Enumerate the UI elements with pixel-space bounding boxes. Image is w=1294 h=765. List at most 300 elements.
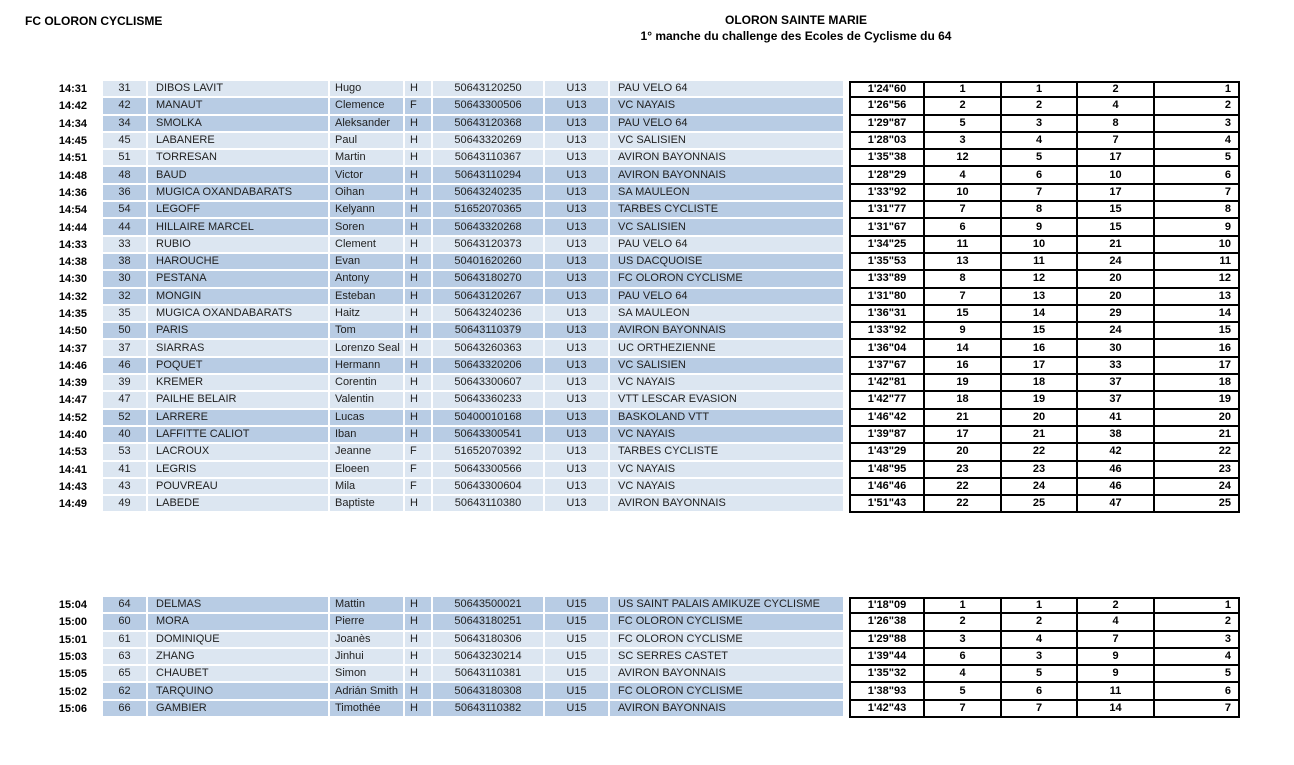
points-col: 17 bbox=[1078, 150, 1155, 167]
club: UC ORTHEZIENNE bbox=[610, 340, 845, 357]
final-rank: 2 bbox=[1155, 614, 1240, 631]
category: U13 bbox=[545, 410, 610, 427]
bib-number: 39 bbox=[103, 375, 148, 392]
rank-col-2: 18 bbox=[1002, 375, 1078, 392]
club: BASKOLAND VTT bbox=[610, 410, 845, 427]
rank-col-1: 18 bbox=[925, 392, 1002, 409]
category: U13 bbox=[545, 116, 610, 133]
last-name: HILLAIRE MARCEL bbox=[148, 219, 330, 236]
gender: H bbox=[405, 116, 433, 133]
club: PAU VELO 64 bbox=[610, 81, 845, 98]
lap-time: 1'42"43 bbox=[849, 701, 925, 718]
points-col: 24 bbox=[1078, 254, 1155, 271]
rank-col-2: 19 bbox=[1002, 392, 1078, 409]
points-col: 2 bbox=[1078, 597, 1155, 614]
last-name: LABANERE bbox=[148, 133, 330, 150]
result-row bbox=[0, 323, 1240, 340]
lap-time: 1'31"77 bbox=[849, 202, 925, 219]
start-time: 14:37 bbox=[58, 342, 87, 355]
license-number: 50643180308 bbox=[433, 683, 545, 700]
gender: H bbox=[405, 237, 433, 254]
last-name: MUGICA OXANDABARATS bbox=[148, 185, 330, 202]
start-time: 14:46 bbox=[58, 359, 87, 372]
final-rank: 3 bbox=[1155, 632, 1240, 649]
last-name: POQUET bbox=[148, 358, 330, 375]
category: U13 bbox=[545, 202, 610, 219]
club: SC SERRES CASTET bbox=[610, 649, 845, 666]
last-name: HAROUCHE bbox=[148, 254, 330, 271]
club: AVIRON BAYONNAIS bbox=[610, 496, 845, 513]
page-header bbox=[600, 12, 992, 45]
start-time: 15:00 bbox=[58, 616, 87, 629]
gender: H bbox=[405, 666, 433, 683]
first-name: Baptiste bbox=[330, 496, 405, 513]
rank-col-1: 13 bbox=[925, 254, 1002, 271]
first-name: Mila bbox=[330, 479, 405, 496]
rank-col-1: 8 bbox=[925, 271, 1002, 288]
rank-col-1: 5 bbox=[925, 116, 1002, 133]
rank-col-1: 11 bbox=[925, 237, 1002, 254]
rank-col-1: 2 bbox=[925, 98, 1002, 115]
final-rank: 14 bbox=[1155, 306, 1240, 323]
bib-number: 33 bbox=[103, 237, 148, 254]
last-name: MONGIN bbox=[148, 289, 330, 306]
start-time: 14:44 bbox=[58, 221, 87, 234]
rank-col-2: 3 bbox=[1002, 649, 1078, 666]
license-number: 50643300506 bbox=[433, 98, 545, 115]
start-time: 14:33 bbox=[58, 238, 87, 251]
first-name: Oihan bbox=[330, 185, 405, 202]
category: U13 bbox=[545, 444, 610, 461]
first-name: Lucas bbox=[330, 410, 405, 427]
license-number: 50643120267 bbox=[433, 289, 545, 306]
result-row bbox=[0, 597, 1240, 614]
lap-time: 1'28"29 bbox=[849, 167, 925, 184]
lap-time: 1'51"43 bbox=[849, 496, 925, 513]
rank-col-2: 4 bbox=[1002, 632, 1078, 649]
license-number: 50643240236 bbox=[433, 306, 545, 323]
points-col: 14 bbox=[1078, 701, 1155, 718]
points-col: 20 bbox=[1078, 271, 1155, 288]
rank-col-2: 6 bbox=[1002, 683, 1078, 700]
result-row bbox=[0, 219, 1240, 236]
first-name: Mattin bbox=[330, 597, 405, 614]
last-name: RUBIO bbox=[148, 237, 330, 254]
first-name: Iban bbox=[330, 427, 405, 444]
category: U15 bbox=[545, 632, 610, 649]
bib-number: 35 bbox=[103, 306, 148, 323]
bib-number: 45 bbox=[103, 133, 148, 150]
rank-col-2: 21 bbox=[1002, 427, 1078, 444]
last-name: MANAUT bbox=[148, 98, 330, 115]
license-number: 50643180306 bbox=[433, 632, 545, 649]
points-col: 38 bbox=[1078, 427, 1155, 444]
start-time: 14:45 bbox=[58, 135, 87, 148]
gender: F bbox=[405, 462, 433, 479]
last-name: DIBOS LAVIT bbox=[148, 81, 330, 98]
last-name: MORA bbox=[148, 614, 330, 631]
gender: H bbox=[405, 323, 433, 340]
club: AVIRON BAYONNAIS bbox=[610, 666, 845, 683]
result-row bbox=[0, 185, 1240, 202]
lap-time: 1'33"92 bbox=[849, 323, 925, 340]
first-name: Paul bbox=[330, 133, 405, 150]
lap-time: 1'34"25 bbox=[849, 237, 925, 254]
category: U15 bbox=[545, 597, 610, 614]
result-row bbox=[0, 444, 1240, 461]
points-col: 37 bbox=[1078, 375, 1155, 392]
points-col: 11 bbox=[1078, 683, 1155, 700]
final-rank: 9 bbox=[1155, 219, 1240, 236]
last-name: PESTANA bbox=[148, 271, 330, 288]
rank-col-1: 20 bbox=[925, 444, 1002, 461]
final-rank: 1 bbox=[1155, 81, 1240, 98]
result-row bbox=[0, 701, 1240, 718]
rank-col-2: 8 bbox=[1002, 202, 1078, 219]
license-number: 51652070392 bbox=[433, 444, 545, 461]
license-number: 50643180251 bbox=[433, 614, 545, 631]
result-row bbox=[0, 167, 1240, 184]
gender: H bbox=[405, 496, 433, 513]
rank-col-1: 5 bbox=[925, 683, 1002, 700]
category: U13 bbox=[545, 427, 610, 444]
club: FC OLORON CYCLISME bbox=[610, 271, 845, 288]
final-rank: 25 bbox=[1155, 496, 1240, 513]
first-name: Martin bbox=[330, 150, 405, 167]
rank-col-1: 9 bbox=[925, 323, 1002, 340]
last-name: POUVREAU bbox=[148, 479, 330, 496]
category: U13 bbox=[545, 185, 610, 202]
gender: H bbox=[405, 410, 433, 427]
rank-col-2: 23 bbox=[1002, 462, 1078, 479]
category: U13 bbox=[545, 133, 610, 150]
first-name: Hugo bbox=[330, 81, 405, 98]
first-name: Victor bbox=[330, 167, 405, 184]
bib-number: 42 bbox=[103, 98, 148, 115]
last-name: LAFFITTE CALIOT bbox=[148, 427, 330, 444]
start-time: 14:38 bbox=[58, 256, 87, 269]
rank-col-1: 4 bbox=[925, 167, 1002, 184]
license-number: 50643120250 bbox=[433, 81, 545, 98]
club: VC NAYAIS bbox=[610, 98, 845, 115]
gender: H bbox=[405, 289, 433, 306]
lap-time: 1'18"09 bbox=[849, 597, 925, 614]
gender: H bbox=[405, 427, 433, 444]
club: VC SALISIEN bbox=[610, 219, 845, 236]
club: AVIRON BAYONNAIS bbox=[610, 167, 845, 184]
category: U13 bbox=[545, 219, 610, 236]
bib-number: 43 bbox=[103, 479, 148, 496]
last-name: LACROUX bbox=[148, 444, 330, 461]
license-number: 50643300607 bbox=[433, 375, 545, 392]
start-time: 14:52 bbox=[58, 411, 87, 424]
category: U13 bbox=[545, 358, 610, 375]
rank-col-2: 2 bbox=[1002, 614, 1078, 631]
rank-col-2: 11 bbox=[1002, 254, 1078, 271]
result-row bbox=[0, 479, 1240, 496]
points-col: 46 bbox=[1078, 479, 1155, 496]
points-col: 10 bbox=[1078, 167, 1155, 184]
club: VC NAYAIS bbox=[610, 427, 845, 444]
category: U13 bbox=[545, 323, 610, 340]
rank-col-1: 7 bbox=[925, 202, 1002, 219]
rank-col-2: 1 bbox=[1002, 81, 1078, 98]
gender: H bbox=[405, 185, 433, 202]
page-title-club: FC OLORON CYCLISME bbox=[25, 14, 163, 28]
start-time: 14:54 bbox=[58, 204, 87, 217]
license-number: 50643110294 bbox=[433, 167, 545, 184]
club: SA MAULEON bbox=[610, 185, 845, 202]
rank-col-2: 7 bbox=[1002, 185, 1078, 202]
first-name: Lorenzo Seal bbox=[330, 340, 405, 357]
club: PAU VELO 64 bbox=[610, 116, 845, 133]
final-rank: 6 bbox=[1155, 683, 1240, 700]
points-col: 15 bbox=[1078, 202, 1155, 219]
last-name: DELMAS bbox=[148, 597, 330, 614]
bib-number: 38 bbox=[103, 254, 148, 271]
license-number: 50643120373 bbox=[433, 237, 545, 254]
club: TARBES CYCLISTE bbox=[610, 444, 845, 461]
points-col: 42 bbox=[1078, 444, 1155, 461]
bib-number: 31 bbox=[103, 81, 148, 98]
first-name: Evan bbox=[330, 254, 405, 271]
last-name: LARRERE bbox=[148, 410, 330, 427]
club: VTT LESCAR EVASION bbox=[610, 392, 845, 409]
rank-col-1: 17 bbox=[925, 427, 1002, 444]
club: VC SALISIEN bbox=[610, 133, 845, 150]
category: U13 bbox=[545, 98, 610, 115]
gender: H bbox=[405, 306, 433, 323]
first-name: Jeanne bbox=[330, 444, 405, 461]
gender: H bbox=[405, 254, 433, 271]
results-table-u13 bbox=[0, 81, 1240, 513]
category: U13 bbox=[545, 462, 610, 479]
result-row bbox=[0, 116, 1240, 133]
last-name: DOMINIQUE bbox=[148, 632, 330, 649]
start-time: 14:36 bbox=[58, 186, 87, 199]
start-time: 15:01 bbox=[58, 633, 87, 646]
license-number: 50643260363 bbox=[433, 340, 545, 357]
rank-col-2: 20 bbox=[1002, 410, 1078, 427]
points-col: 2 bbox=[1078, 81, 1155, 98]
points-col: 30 bbox=[1078, 340, 1155, 357]
final-rank: 11 bbox=[1155, 254, 1240, 271]
start-time: 14:50 bbox=[58, 325, 87, 338]
result-row bbox=[0, 666, 1240, 683]
category: U15 bbox=[545, 666, 610, 683]
rank-col-1: 14 bbox=[925, 340, 1002, 357]
last-name: KREMER bbox=[148, 375, 330, 392]
rank-col-1: 10 bbox=[925, 185, 1002, 202]
license-number: 50643500021 bbox=[433, 597, 545, 614]
final-rank: 2 bbox=[1155, 98, 1240, 115]
rank-col-2: 24 bbox=[1002, 479, 1078, 496]
rank-col-2: 22 bbox=[1002, 444, 1078, 461]
club: AVIRON BAYONNAIS bbox=[610, 323, 845, 340]
result-row bbox=[0, 375, 1240, 392]
start-time: 15:06 bbox=[58, 702, 87, 715]
bib-number: 36 bbox=[103, 185, 148, 202]
points-col: 9 bbox=[1078, 666, 1155, 683]
gender: H bbox=[405, 202, 433, 219]
lap-time: 1'39"87 bbox=[849, 427, 925, 444]
rank-col-1: 6 bbox=[925, 219, 1002, 236]
last-name: SMOLKA bbox=[148, 116, 330, 133]
start-time: 14:53 bbox=[58, 446, 87, 459]
bib-number: 61 bbox=[103, 632, 148, 649]
points-col: 46 bbox=[1078, 462, 1155, 479]
result-row bbox=[0, 271, 1240, 288]
bib-number: 63 bbox=[103, 649, 148, 666]
lap-time: 1'35"38 bbox=[849, 150, 925, 167]
start-time: 15:03 bbox=[58, 651, 87, 664]
rank-col-1: 4 bbox=[925, 666, 1002, 683]
license-number: 50643180270 bbox=[433, 271, 545, 288]
rank-col-1: 3 bbox=[925, 632, 1002, 649]
license-number: 50643300604 bbox=[433, 479, 545, 496]
gender: H bbox=[405, 271, 433, 288]
gender: H bbox=[405, 701, 433, 718]
category: U13 bbox=[545, 496, 610, 513]
points-col: 17 bbox=[1078, 185, 1155, 202]
last-name: BAUD bbox=[148, 167, 330, 184]
club: VC SALISIEN bbox=[610, 358, 845, 375]
result-row bbox=[0, 202, 1240, 219]
bib-number: 34 bbox=[103, 116, 148, 133]
final-rank: 18 bbox=[1155, 375, 1240, 392]
points-col: 29 bbox=[1078, 306, 1155, 323]
rank-col-1: 1 bbox=[925, 81, 1002, 98]
license-number: 50643110380 bbox=[433, 496, 545, 513]
bib-number: 65 bbox=[103, 666, 148, 683]
lap-time: 1'33"89 bbox=[849, 271, 925, 288]
lap-time: 1'37"67 bbox=[849, 358, 925, 375]
club: TARBES CYCLISTE bbox=[610, 202, 845, 219]
first-name: Corentin bbox=[330, 375, 405, 392]
points-col: 20 bbox=[1078, 289, 1155, 306]
start-time: 14:48 bbox=[58, 169, 87, 182]
rank-col-2: 15 bbox=[1002, 323, 1078, 340]
lap-time: 1'28"03 bbox=[849, 133, 925, 150]
bib-number: 60 bbox=[103, 614, 148, 631]
category: U15 bbox=[545, 683, 610, 700]
club: FC OLORON CYCLISME bbox=[610, 614, 845, 631]
final-rank: 19 bbox=[1155, 392, 1240, 409]
first-name: Eloeen bbox=[330, 462, 405, 479]
first-name: Simon bbox=[330, 666, 405, 683]
rank-col-2: 7 bbox=[1002, 701, 1078, 718]
lap-time: 1'26"38 bbox=[849, 614, 925, 631]
license-number: 50643320268 bbox=[433, 219, 545, 236]
first-name: Esteban bbox=[330, 289, 405, 306]
points-col: 24 bbox=[1078, 323, 1155, 340]
gender: H bbox=[405, 683, 433, 700]
category: U13 bbox=[545, 237, 610, 254]
license-number: 50643320269 bbox=[433, 133, 545, 150]
last-name: ZHANG bbox=[148, 649, 330, 666]
first-name: Clement bbox=[330, 237, 405, 254]
result-row bbox=[0, 150, 1240, 167]
category: U13 bbox=[545, 340, 610, 357]
points-col: 15 bbox=[1078, 219, 1155, 236]
first-name: Kelyann bbox=[330, 202, 405, 219]
result-row bbox=[0, 289, 1240, 306]
category: U13 bbox=[545, 254, 610, 271]
lap-time: 1'46"46 bbox=[849, 479, 925, 496]
lap-time: 1'38"93 bbox=[849, 683, 925, 700]
start-time: 14:42 bbox=[58, 100, 87, 113]
final-rank: 23 bbox=[1155, 462, 1240, 479]
category: U13 bbox=[545, 479, 610, 496]
first-name: Soren bbox=[330, 219, 405, 236]
rank-col-2: 5 bbox=[1002, 150, 1078, 167]
final-rank: 22 bbox=[1155, 444, 1240, 461]
start-time: 14:47 bbox=[58, 394, 87, 407]
final-rank: 7 bbox=[1155, 701, 1240, 718]
start-time: 14:41 bbox=[58, 463, 87, 476]
final-rank: 17 bbox=[1155, 358, 1240, 375]
club: PAU VELO 64 bbox=[610, 237, 845, 254]
club: US SAINT PALAIS AMIKUZE CYCLISME bbox=[610, 597, 845, 614]
rank-col-1: 22 bbox=[925, 496, 1002, 513]
lap-time: 1'35"53 bbox=[849, 254, 925, 271]
last-name: LEGOFF bbox=[148, 202, 330, 219]
bib-number: 66 bbox=[103, 701, 148, 718]
points-col: 37 bbox=[1078, 392, 1155, 409]
bib-number: 30 bbox=[103, 271, 148, 288]
license-number: 50643110382 bbox=[433, 701, 545, 718]
rank-col-1: 12 bbox=[925, 150, 1002, 167]
result-row bbox=[0, 306, 1240, 323]
lap-time: 1'35"32 bbox=[849, 666, 925, 683]
category: U13 bbox=[545, 150, 610, 167]
rank-col-1: 1 bbox=[925, 597, 1002, 614]
club: SA MAULEON bbox=[610, 306, 845, 323]
final-rank: 1 bbox=[1155, 597, 1240, 614]
gender: H bbox=[405, 81, 433, 98]
last-name: MUGICA OXANDABARATS bbox=[148, 306, 330, 323]
lap-time: 1'48"95 bbox=[849, 462, 925, 479]
result-row bbox=[0, 683, 1240, 700]
final-rank: 20 bbox=[1155, 410, 1240, 427]
gender: H bbox=[405, 150, 433, 167]
club: FC OLORON CYCLISME bbox=[610, 632, 845, 649]
rank-col-2: 14 bbox=[1002, 306, 1078, 323]
license-number: 50643360233 bbox=[433, 392, 545, 409]
lap-time: 1'39"44 bbox=[849, 649, 925, 666]
result-row bbox=[0, 496, 1240, 513]
gender: F bbox=[405, 98, 433, 115]
gender: H bbox=[405, 392, 433, 409]
rank-col-1: 22 bbox=[925, 479, 1002, 496]
license-number: 50643300541 bbox=[433, 427, 545, 444]
final-rank: 16 bbox=[1155, 340, 1240, 357]
bib-number: 51 bbox=[103, 150, 148, 167]
final-rank: 24 bbox=[1155, 479, 1240, 496]
final-rank: 4 bbox=[1155, 649, 1240, 666]
lap-time: 1'36"04 bbox=[849, 340, 925, 357]
result-row bbox=[0, 462, 1240, 479]
category: U13 bbox=[545, 81, 610, 98]
points-col: 7 bbox=[1078, 632, 1155, 649]
result-row bbox=[0, 340, 1240, 357]
rank-col-1: 19 bbox=[925, 375, 1002, 392]
bib-number: 50 bbox=[103, 323, 148, 340]
first-name: Hermann bbox=[330, 358, 405, 375]
bib-number: 52 bbox=[103, 410, 148, 427]
first-name: Tom bbox=[330, 323, 405, 340]
rank-col-1: 16 bbox=[925, 358, 1002, 375]
